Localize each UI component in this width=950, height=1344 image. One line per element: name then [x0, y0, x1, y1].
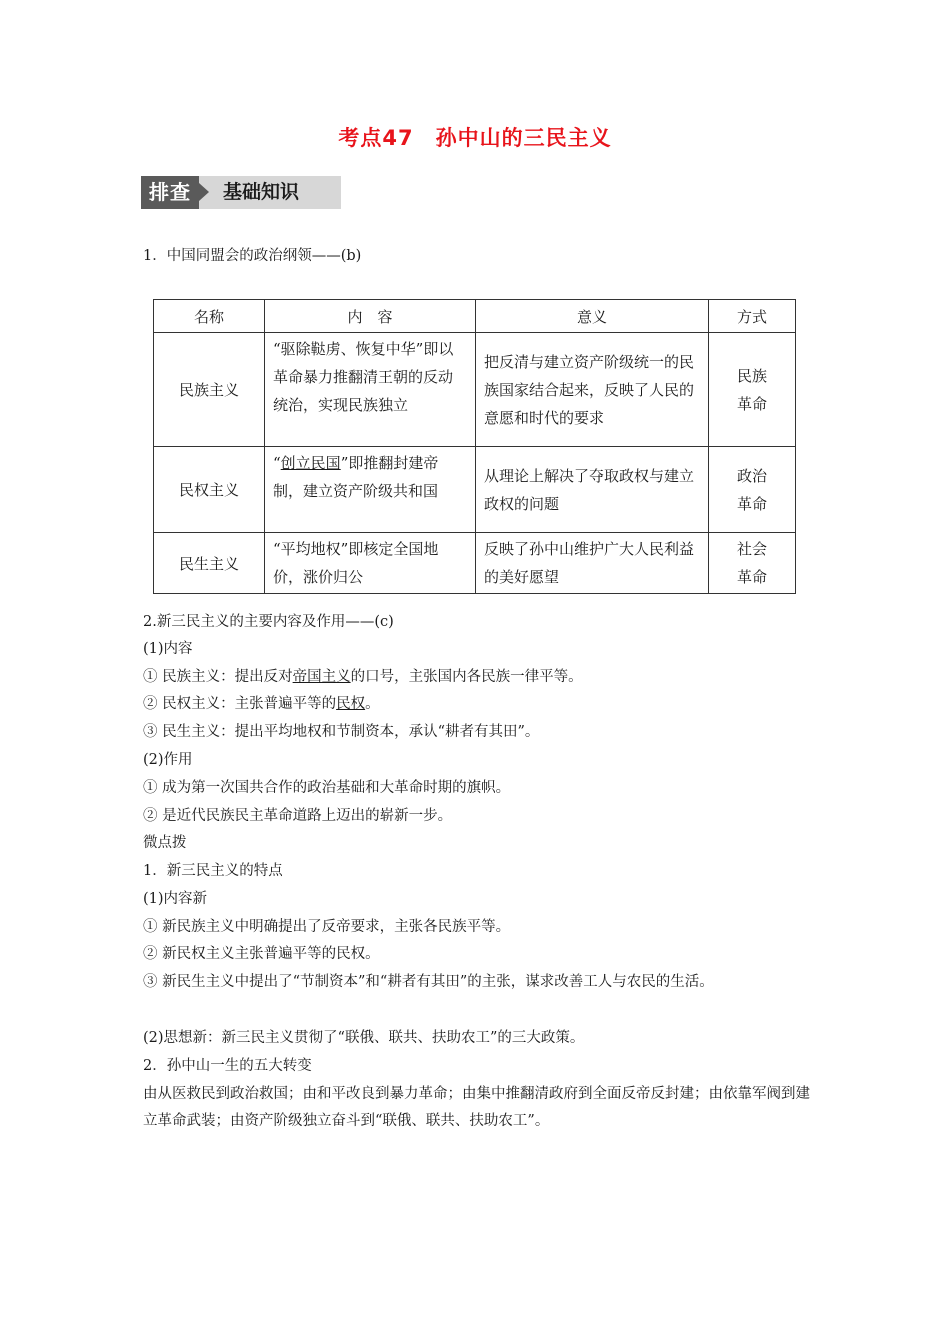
row-meaning: 从理论上解决了夺取政权与建立政权的问题 [476, 447, 709, 533]
row-name: 民生主义 [154, 533, 265, 594]
page-title: 考点47 孙中山的三民主义 [338, 126, 612, 150]
program-table [153, 299, 796, 594]
section2-content-title: (1)内容 [143, 641, 193, 657]
row-name: 民权主义 [154, 447, 265, 533]
tips-p1-sub2: (2)思想新：新三民主义贯彻了“联俄、联共、扶助农工”的三大政策。 [143, 1030, 585, 1046]
header-name: 名称 [154, 300, 265, 333]
banner-tag: 排查 [141, 176, 199, 209]
item1-pre: ① 民族主义：提出反对 [143, 669, 293, 685]
row-content-underlined: 创立民国 [280, 454, 341, 472]
tips-p1-item1: ① 新民族主义中明确提出了反帝要求，主张各民族平等。 [143, 919, 511, 935]
row-mode-text: 社会革命 [736, 540, 767, 586]
header-content: 内 容 [265, 300, 476, 333]
row-mode-text: 政治革命 [736, 466, 767, 513]
tips-p2-title: 2．孙中山一生的五大转变 [143, 1058, 312, 1074]
row-content-post: ”即推翻封建帝制，建立资产阶级共和国 [273, 454, 439, 500]
banner-label: 基础知识 [223, 181, 300, 203]
item2-post: 。 [365, 696, 380, 712]
section2-heading: 2.新三民主义的主要内容及作用——(c) [143, 614, 394, 630]
header-meaning: 意义 [476, 300, 709, 333]
table-row [154, 533, 796, 594]
row-mode [709, 333, 796, 447]
section2-item2 [143, 694, 380, 714]
tips-p1-sub: (1)内容新 [143, 891, 208, 907]
tips-heading: 微点拨 [143, 835, 187, 851]
section2-effect-title: (2)作用 [143, 752, 193, 768]
section2-effect2: ② 是近代民族民主革命道路上迈出的崭新一步。 [143, 808, 453, 824]
item2-pre: ② 民权主义：主张普遍平等的 [143, 696, 337, 712]
section2-item1 [143, 667, 583, 687]
item1-post: 的口号，主张国内各民族一律平等。 [350, 669, 583, 685]
table-header-row [154, 300, 796, 333]
tips-p2-text: 由从医救民到政治救国；由和平改良到暴力革命；由集中推翻清政府到全面反帝反封建；由依靠军阀到建立革命武装；由资产阶级独立奋斗到“联俄、联共、扶助农工”。 [143, 1086, 810, 1129]
row-meaning: 把反清与建立资产阶级统一的民族国家结合起来，反映了人民的意愿和时代的要求 [476, 333, 709, 447]
row-content: “驱除鞑虏、恢复中华”即以革命暴力推翻清王朝的反动统治，实现民族独立 [265, 333, 476, 447]
row-content [265, 447, 476, 533]
item1-underlined: 帝国主义 [292, 669, 351, 685]
row-mode [709, 447, 796, 533]
tips-p1-title: 1．新三民主义的特点 [143, 863, 283, 879]
section2-item3: ③ 民生主义：提出平均地权和节制资本，承认“耕者有其田”。 [143, 724, 540, 740]
header-mode: 方式 [709, 300, 796, 333]
tips-p1-item3: ③ 新民生主义中提出了“节制资本”和“耕者有其田”的主张，谋求改善工人与农民的生活。 [143, 974, 714, 990]
tips-p1-item2: ② 新民权主义主张普遍平等的民权。 [143, 946, 380, 962]
row-name: 民族主义 [154, 333, 265, 447]
row-content-pre: “ [273, 454, 281, 472]
row-meaning: 反映了孙中山维护广大人民利益的美好愿望 [476, 533, 709, 594]
item2-underlined: 民权 [336, 696, 366, 712]
section-banner [141, 176, 341, 209]
section2-effect1: ① 成为第一次国共合作的政治基础和大革命时期的旗帜。 [143, 780, 511, 796]
row-content: “平均地权”即核定全国地价，涨价归公 [265, 533, 476, 594]
banner-arrow-icon [199, 183, 209, 201]
table-row [154, 333, 796, 447]
row-mode [709, 533, 796, 594]
table-row [154, 447, 796, 533]
row-mode-text: 民族革命 [736, 366, 767, 413]
section1-heading: 1．中国同盟会的政治纲领——(b) [143, 248, 362, 264]
